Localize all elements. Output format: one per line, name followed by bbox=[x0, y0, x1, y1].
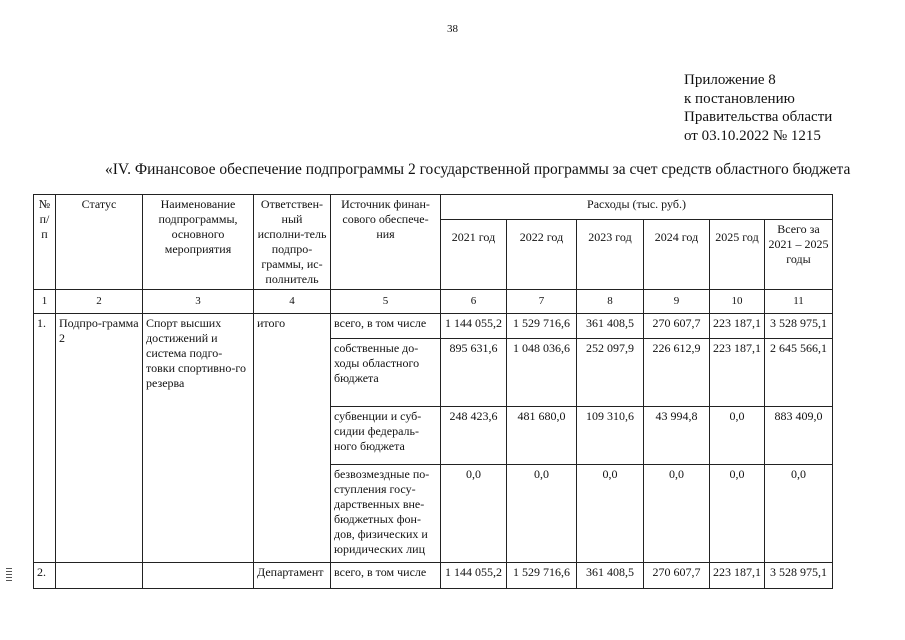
value-cell: 252 097,9 bbox=[577, 339, 644, 407]
value-cell: 1 144 055,2 bbox=[441, 563, 507, 589]
value-cell: 0,0 bbox=[577, 465, 644, 563]
value-cell: 1 529 716,6 bbox=[507, 563, 577, 589]
header-expenses: Расходы (тыс. руб.) bbox=[441, 195, 833, 220]
column-number: 4 bbox=[254, 290, 331, 314]
header-year-2025: 2025 год bbox=[710, 220, 765, 290]
value-cell: 3 528 975,1 bbox=[765, 314, 833, 339]
value-cell: 0,0 bbox=[507, 465, 577, 563]
margin-marks bbox=[6, 568, 12, 582]
value-cell: 223 187,1 bbox=[710, 314, 765, 339]
page-number: 38 bbox=[447, 23, 458, 35]
column-number: 9 bbox=[644, 290, 710, 314]
value-cell: 895 631,6 bbox=[441, 339, 507, 407]
value-cell: 1 529 716,6 bbox=[507, 314, 577, 339]
appendix-block bbox=[684, 71, 832, 145]
value-cell: 109 310,6 bbox=[577, 407, 644, 465]
column-number: 6 bbox=[441, 290, 507, 314]
value-cell: 2 645 566,1 bbox=[765, 339, 833, 407]
value-cell: 0,0 bbox=[441, 465, 507, 563]
value-cell: 270 607,7 bbox=[644, 314, 710, 339]
header-status: Статус bbox=[56, 195, 143, 290]
source-cell: субвенции и суб-сидии федераль-ного бюджета bbox=[331, 407, 441, 465]
value-cell: 226 612,9 bbox=[644, 339, 710, 407]
table-row bbox=[34, 563, 833, 589]
column-number: 5 bbox=[331, 290, 441, 314]
value-cell: 0,0 bbox=[644, 465, 710, 563]
financing-table bbox=[33, 194, 833, 589]
appendix-line: к постановлению bbox=[684, 90, 795, 107]
value-cell: 43 994,8 bbox=[644, 407, 710, 465]
row-number: 1. bbox=[34, 314, 56, 563]
header-year-2023: 2023 год bbox=[577, 220, 644, 290]
source-cell: собственные до-ходы областного бюджета bbox=[331, 339, 441, 407]
source-cell: всего, в том числе bbox=[331, 314, 441, 339]
appendix-line: Приложение 8 bbox=[684, 72, 776, 88]
appendix-line: Правительства области bbox=[684, 109, 833, 125]
column-numbers-row bbox=[34, 290, 833, 314]
row-number: 2. bbox=[34, 563, 56, 589]
header-year-2022: 2022 год bbox=[507, 220, 577, 290]
value-cell: 1 144 055,2 bbox=[441, 314, 507, 339]
value-cell: 883 409,0 bbox=[765, 407, 833, 465]
column-number: 11 bbox=[765, 290, 833, 314]
value-cell: 1 048 036,6 bbox=[507, 339, 577, 407]
value-cell: 223 187,1 bbox=[710, 339, 765, 407]
row-responsible: Департамент bbox=[254, 563, 331, 589]
header-total: Всего за 2021 – 2025 годы bbox=[765, 220, 833, 290]
row-name: Спорт высших достижений и система подго-товки спортивно-го резерва bbox=[143, 314, 254, 563]
appendix-line: от 03.10.2022 № 1215 bbox=[684, 127, 821, 144]
value-cell: 223 187,1 bbox=[710, 563, 765, 589]
value-cell: 0,0 bbox=[710, 407, 765, 465]
header-source: Источник финан-сового обеспече-ния bbox=[331, 195, 441, 290]
header-responsible: Ответствен-ный исполни-тель подпро-граммы, ис-полнитель bbox=[254, 195, 331, 290]
row-responsible: итого bbox=[254, 314, 331, 563]
value-cell: 361 408,5 bbox=[577, 314, 644, 339]
column-number: 2 bbox=[56, 290, 143, 314]
column-number: 7 bbox=[507, 290, 577, 314]
value-cell: 481 680,0 bbox=[507, 407, 577, 465]
value-cell: 270 607,7 bbox=[644, 563, 710, 589]
header-name: Наименование подпрограммы, основного мероприятия bbox=[143, 195, 254, 290]
row-status bbox=[56, 563, 143, 589]
value-cell: 3 528 975,1 bbox=[765, 563, 833, 589]
value-cell: 361 408,5 bbox=[577, 563, 644, 589]
table-row bbox=[34, 314, 833, 339]
header-year-2021: 2021 год bbox=[441, 220, 507, 290]
value-cell: 0,0 bbox=[765, 465, 833, 563]
header-num: № п/п bbox=[34, 195, 56, 290]
row-status: Подпро-грамма 2 bbox=[56, 314, 143, 563]
column-number: 8 bbox=[577, 290, 644, 314]
header-year-2024: 2024 год bbox=[644, 220, 710, 290]
value-cell: 248 423,6 bbox=[441, 407, 507, 465]
value-cell: 0,0 bbox=[710, 465, 765, 563]
column-number: 10 bbox=[710, 290, 765, 314]
source-cell: всего, в том числе bbox=[331, 563, 441, 589]
row-name bbox=[143, 563, 254, 589]
document-title: «IV. Финансовое обеспечение подпрограммы 2 государственной программы за счет средств областного бюджета bbox=[105, 161, 851, 178]
column-number: 3 bbox=[143, 290, 254, 314]
column-number: 1 bbox=[34, 290, 56, 314]
source-cell: безвозмездные по-ступления госу-дарственных вне-бюджетных фон-дов, физических и юридических лиц bbox=[331, 465, 441, 563]
header-row bbox=[34, 195, 833, 220]
